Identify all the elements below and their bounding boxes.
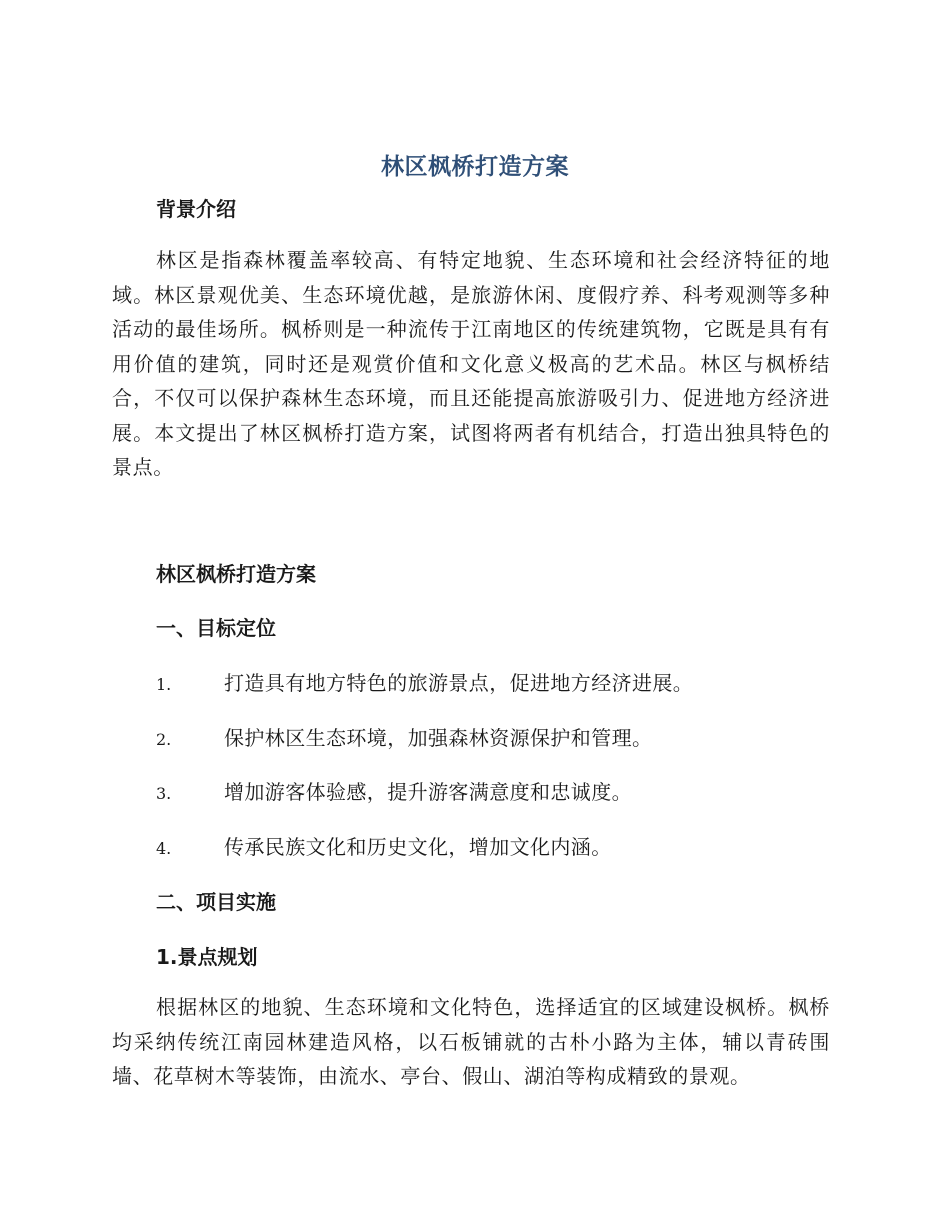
implement-heading: 二、项目实施 — [156, 890, 276, 914]
list-text: 增加游客体验感，提升游客满意度和忠诚度。 — [224, 780, 632, 804]
list-item — [156, 667, 836, 696]
list-number: 2. — [156, 730, 172, 749]
plan-heading: 林区枫桥打造方案 — [156, 562, 316, 586]
goal-heading: 一、目标定位 — [156, 616, 276, 640]
list-number: 1. — [156, 675, 172, 694]
background-heading: 背景介绍 — [156, 197, 236, 221]
list-text: 传承民族文化和历史文化，增加文化内涵。 — [224, 835, 612, 859]
list-number: 4. — [156, 839, 172, 858]
list-number: 3. — [156, 784, 172, 803]
list-item — [156, 831, 836, 860]
document-title: 林区枫桥打造方案 — [381, 154, 569, 180]
list-item — [156, 776, 836, 805]
planning-heading: 1.景点规划 — [156, 945, 258, 969]
list-text: 打造具有地方特色的旅游景点，促进地方经济进展。 — [224, 671, 694, 695]
list-item — [156, 722, 836, 751]
list-text: 保护林区生态环境，加强森林资源保护和管理。 — [224, 726, 653, 750]
background-paragraph: 林区是指森林覆盖率较高、有特定地貌、生态环境和社会经济特征的地域。林区景观优美、生态环境优越，是旅游休闲、度假疗养、科考观测等多种活动的最佳场所。枫桥则是一种流传于江南地区的传统建筑物，它既是具有有用价值的建筑，同时还是观赏价值和文化意义极高的艺术品。林区与枫桥结合，不仅可以保护森林生态环境，而且还能提高旅游吸引力、促进地方经济进展。本文提出了林区枫桥打造方案，试图将两者有机结合，打造出独具特色的景点。 — [112, 248, 830, 479]
planning-paragraph: 根据林区的地貌、生态环境和文化特色，选择适宜的区域建设枫桥。枫桥均采纳传统江南园林建造风格，以石板铺就的古朴小路为主体，辅以青砖围墙、花草树木等装饰，由流水、亭台、假山、湖泊等构成精致的景观。 — [112, 995, 830, 1088]
